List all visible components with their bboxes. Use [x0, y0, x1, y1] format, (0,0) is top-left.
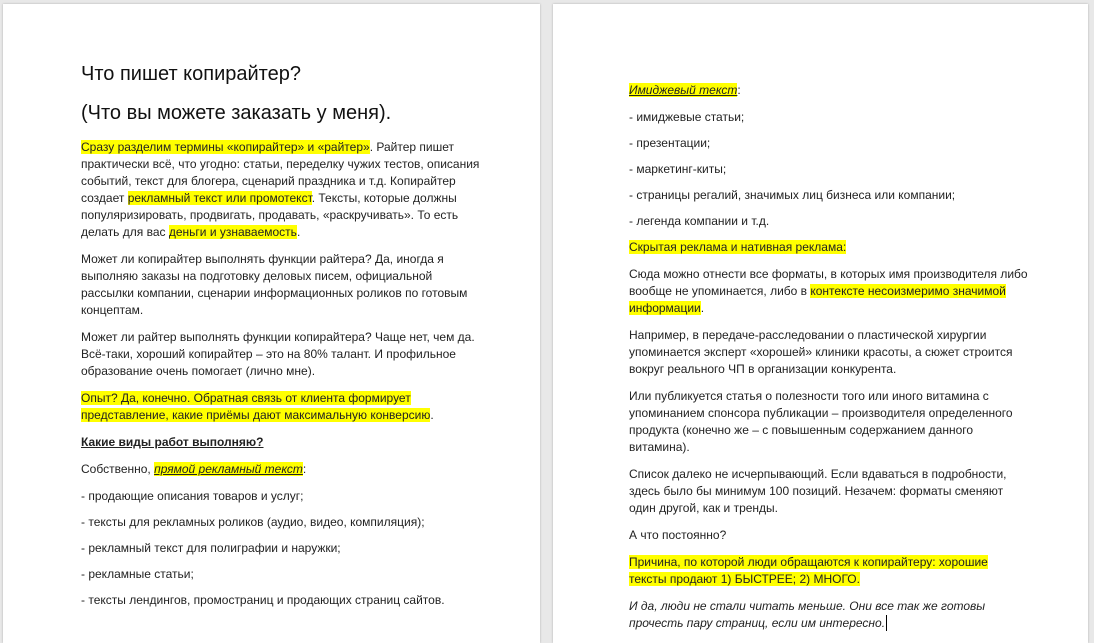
paragraph-text: : [302, 462, 307, 476]
paragraph-text: . [700, 301, 705, 315]
list-item: - тексты лендингов, промостраниц и продающих страниц сайтов. [81, 593, 445, 607]
heading-image-text [629, 82, 1028, 99]
paragraph-text: : [737, 83, 741, 97]
paragraph-text: И да, люди не стали читать меньше. Они все так же готовы прочесть пару страниц, если им интересно. [629, 599, 986, 630]
highlight-terms: Сразу разделим термины «копирайтер» и «райтер» [81, 140, 370, 154]
paragraph-experience [81, 390, 480, 424]
document-subtitle: (Что вы можете заказать у меня). [81, 102, 392, 124]
list-item: - легенда компании и т.д. [629, 214, 770, 228]
highlight-native-ads: Скрытая реклама и нативная реклама: [629, 240, 847, 254]
paragraph-list-not-exhaustive: Список далеко не исчерпывающий. Если вдаваться в подробности, здесь было бы минимум 100 позиций. Незачем: форматы сменяют один другой, как и тренды. [629, 467, 1007, 515]
highlight-context: контексте несоизмеримо значимой информации [629, 284, 1006, 315]
highlight-image-text: Имиджевый текст [629, 83, 738, 97]
paragraph-closing [629, 598, 1028, 632]
paragraph-direct-ad [81, 461, 480, 478]
list-item: - имиджевые статьи; [629, 110, 745, 124]
heading-native-ads [629, 239, 1028, 256]
highlight-money: деньги и узнаваемость [168, 225, 297, 239]
list-item: - продающие описания товаров и услуг; [81, 489, 304, 503]
list-item: - тексты для рекламных роликов (аудио, видео, компиляция); [81, 515, 425, 529]
paragraph-copywriter-as-writer: Может ли копирайтер выполнять функции райтера? Да, иногда я выполняю заказы на подготовку деловых писем, официальной рассылки компании, сценарии информационных роликов по готовым концептам. [81, 252, 468, 317]
paragraph-text: Собственно, [81, 462, 155, 476]
paragraph-text: . [296, 225, 301, 239]
highlight-experience: Опыт? Да, конечно. Обратная связь от клиента формирует представление, какие приёмы дают максимальную конверсию [81, 391, 431, 422]
list-item: - презентации; [629, 136, 711, 150]
list-item: - рекламный текст для полиграфии и наружки; [81, 541, 341, 555]
paragraph-example-vitamin: Или публикуется статья о полезности того или иного витамина с упоминанием спонсора публикации – производителя определенного продукта (конечно же – с повышенным содержанием данного витамина). [629, 389, 1013, 454]
paragraph-reason [629, 554, 1028, 588]
paragraph-terms [81, 139, 480, 241]
paragraph-question: А что постоянно? [629, 528, 727, 542]
highlight-promo: рекламный текст или промотекст [127, 191, 312, 205]
highlight-direct-ad: прямой рекламный текст [154, 462, 303, 476]
document-title: Что пишет копирайтер? [81, 63, 301, 85]
document-page-right[interactable] [553, 4, 1088, 643]
paragraph-formats [629, 266, 1028, 317]
paragraph-text: . [430, 408, 434, 422]
document-page-left[interactable] [3, 4, 540, 643]
list-item: - маркетинг-киты; [629, 162, 727, 176]
list-item: - страницы регалий, значимых лиц бизнеса или компании; [629, 188, 956, 202]
heading-work-types: Какие виды работ выполняю? [81, 435, 264, 449]
paragraph-example-surgery: Например, в передаче-расследовании о пластической хирургии упоминается эксперт «хорошей» клиники красоты, а сюжет строится вокруг реального ЧП в организации конкурента. [629, 328, 1013, 376]
paragraph-text: . Тексты, которые должны популяризировать, продвигать, продавать, «раскручивать». То есть делать для вас [81, 191, 459, 239]
paragraph-text: Сюда можно отнести все форматы, в которых имя производителя либо вообще не упоминается, либо в [629, 267, 1028, 298]
paragraph-text: . Райтер пишет практически всё, что угодно: статьи, переделку чужих тестов, описания событий, текст для блогера, сценарий праздника и т.д. Копирайтер создает [81, 140, 480, 205]
text-cursor [886, 615, 887, 631]
paragraph-writer-as-copywriter: Может ли райтер выполнять функции копирайтера? Чаще нет, чем да. Всё-таки, хороший копирайтер – это на 80% талант. И профильное образование очень помогает (лично мне). [81, 330, 475, 378]
highlight-reason: Причина, по которой люди обращаются к копирайтеру: хорошие тексты продают 1) БЫСТРЕЕ; 2) МНОГО. [629, 555, 988, 586]
list-item: - рекламные статьи; [81, 567, 194, 581]
